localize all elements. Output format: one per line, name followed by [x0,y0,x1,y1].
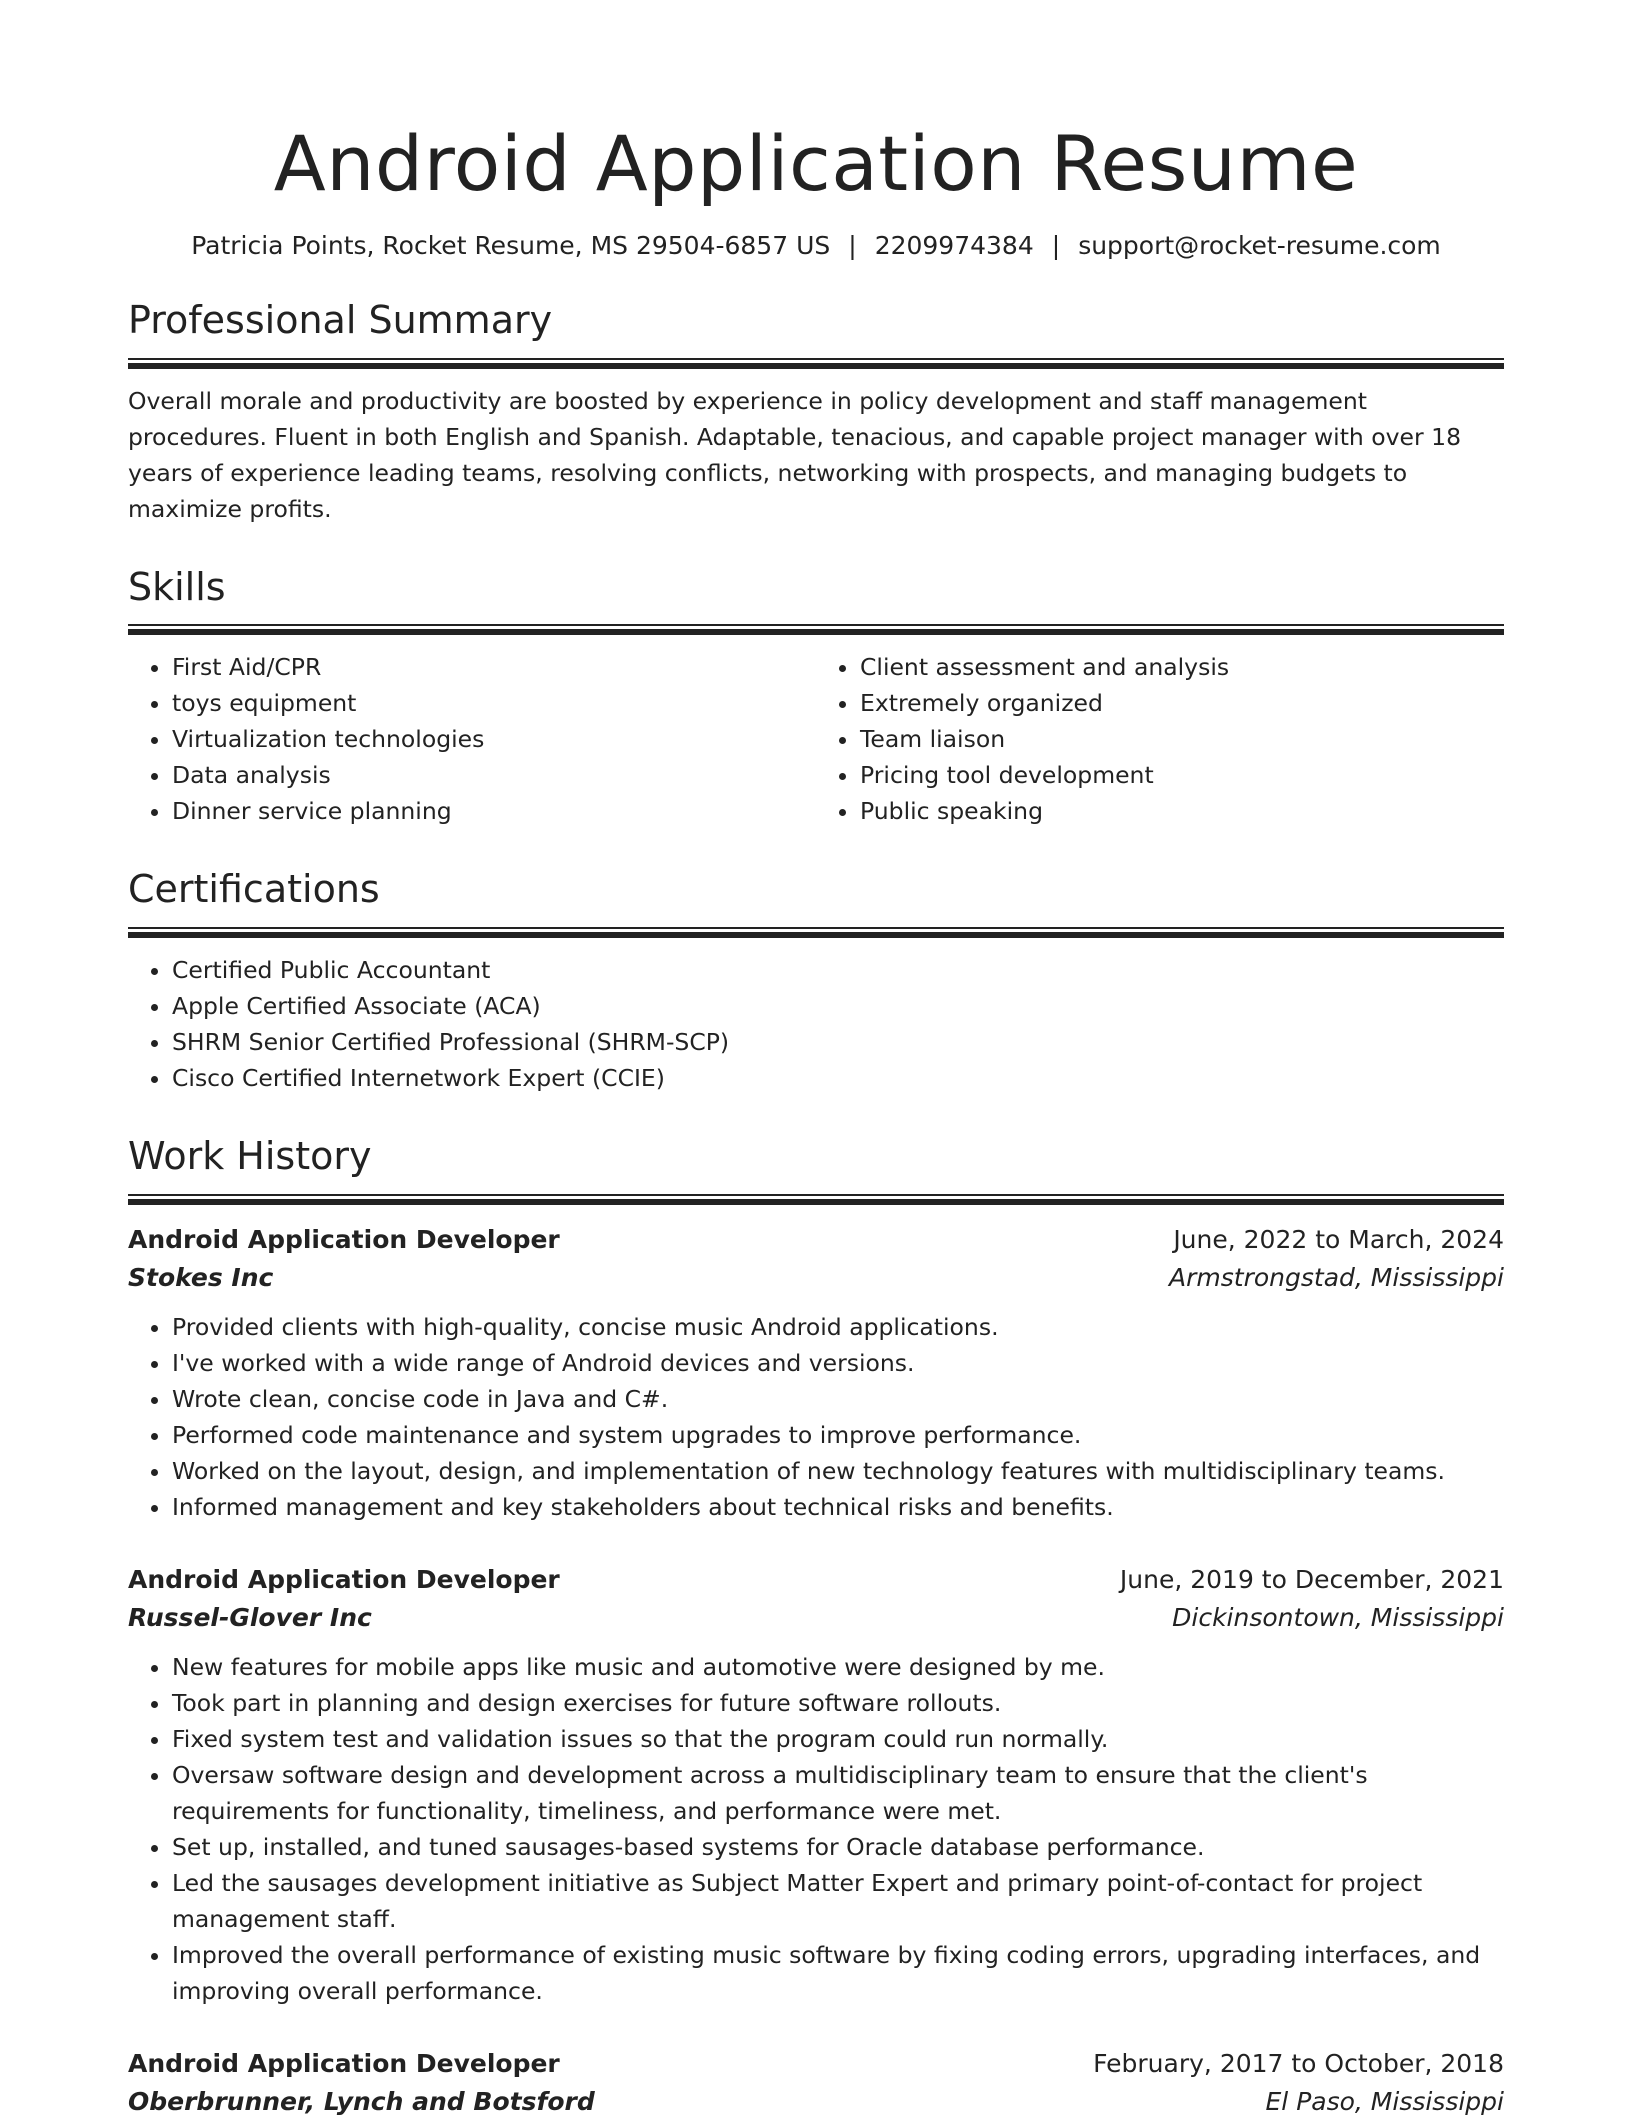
certification-item: • Cisco Certified Internetwork Expert (CCIE) [172,1060,1504,1096]
job-company-row [128,2083,1504,2121]
contact-separator: | [1051,231,1061,261]
job-company: Stokes Inc [128,1262,274,1292]
job-bullet: • Set up, installed, and tuned sausages-based systems for Oracle database performance. [172,1829,1504,1865]
work-history-section [128,1134,1504,2121]
job-bullet: • Led the sausages development initiative as Subject Matter Expert and primary point-of-contact for project management staff. [172,1865,1504,1937]
contact-line [128,231,1504,260]
job-dates: June, 2019 to December, 2021 [1119,1564,1504,1594]
skill-item: • Pricing tool development [860,757,1504,793]
job-title: Android Application Developer [128,2048,560,2078]
job-bullets [128,1649,1504,2009]
job-bullet: • Informed management and key stakeholders about technical risks and benefits. [172,1489,1504,1525]
skills-heading: Skills [128,564,226,609]
summary-section [128,298,1504,527]
job-bullet: • Performed code maintenance and system upgrades to improve performance. [172,1417,1504,1453]
section-divider [128,1194,1504,1205]
job-bullet: • Wrote clean, concise code in Java and C#. [172,1381,1504,1417]
contact-phone: 2209974384 [874,231,1034,261]
job-bullet: • I've worked with a wide range of Android devices and versions. [172,1345,1504,1381]
job-bullet: • Oversaw software design and development across a multidisciplinary team to ensure that the client's requirements for functionality, timeliness, and performance were met. [172,1757,1504,1829]
contact-separator: | [848,231,857,261]
resume-title: Android Application Resume [273,119,1359,208]
job-company-row [128,1259,1504,1297]
skills-grid [128,635,1504,829]
skill-item: • Client assessment and analysis [860,649,1504,685]
contact-address: Patricia Points, Rocket Resume, MS 29504-6857 US [191,231,831,261]
job-company: Oberbrunner, Lynch and Botsford [128,2086,595,2116]
job-dates: February, 2017 to October, 2018 [1093,2048,1504,2078]
skill-item: • First Aid/CPR [172,649,816,685]
certification-item: • Apple Certified Associate (ACA) [172,988,1504,1024]
job-company-row [128,1599,1504,1637]
skills-list-right [816,649,1504,829]
job-bullet: • New features for mobile apps like music and automotive were designed by me. [172,1649,1504,1685]
skill-item: • Data analysis [172,757,816,793]
job-bullet: • Provided clients with high-quality, concise music Android applications. [172,1309,1504,1345]
skill-item: • Dinner service planning [172,793,816,829]
job-header-row [128,1221,1504,1259]
skill-item: • Public speaking [860,793,1504,829]
section-divider [128,358,1504,369]
job-bullet: • Fixed system test and validation issues so that the program could run normally. [172,1721,1504,1757]
job-bullet: • Improved the overall performance of existing music software by fixing coding errors, upgrading interfaces, and improving overall performance. [172,1937,1504,2009]
job-dates: June, 2022 to March, 2024 [1173,1224,1504,1254]
certification-item: • SHRM Senior Certified Professional (SHRM-SCP) [172,1024,1504,1060]
job-entry [128,1221,1504,1525]
certifications-list [128,952,1504,1096]
work-history-heading: Work History [128,1133,372,1178]
certifications-heading: Certifications [128,867,380,912]
job-header-row [128,2045,1504,2083]
section-divider [128,927,1504,938]
job-location: Armstrongstad, Mississippi [1169,1262,1504,1292]
job-header-row [128,1561,1504,1599]
skills-list-left [128,649,816,829]
contact-email: support@rocket-resume.com [1078,231,1441,261]
job-bullet: • Took part in planning and design exercises for future software rollouts. [172,1685,1504,1721]
job-company: Russel-Glover Inc [128,1602,372,1632]
job-title: Android Application Developer [128,1564,560,1594]
job-location: Dickinsontown, Mississippi [1172,1602,1504,1632]
job-location: El Paso, Mississippi [1265,2086,1504,2116]
skill-item: • Team liaison [860,721,1504,757]
skills-section [128,565,1504,830]
section-divider [128,624,1504,635]
certification-item: • Certified Public Accountant [172,952,1504,988]
certifications-section [128,867,1504,1096]
skill-item: • toys equipment [172,685,816,721]
job-bullet: • Worked on the layout, design, and implementation of new technology features with multidisciplinary teams. [172,1453,1504,1489]
summary-heading: Professional Summary [128,298,553,343]
job-entry [128,2045,1504,2121]
skill-item: • Virtualization technologies [172,721,816,757]
job-title: Android Application Developer [128,1224,560,1254]
job-bullets [128,1309,1504,1525]
skill-item: • Extremely organized [860,685,1504,721]
job-entry [128,1561,1504,2009]
summary-text: Overall morale and productivity are boosted by experience in policy development and staff management procedures. Fluent in both English and Spanish. Adaptable, tenacious, and capable project manager with over 18 years of experience leading teams, resolving conflicts, networking with prospects, and managing budgets to maximize profits. [128,386,1462,523]
